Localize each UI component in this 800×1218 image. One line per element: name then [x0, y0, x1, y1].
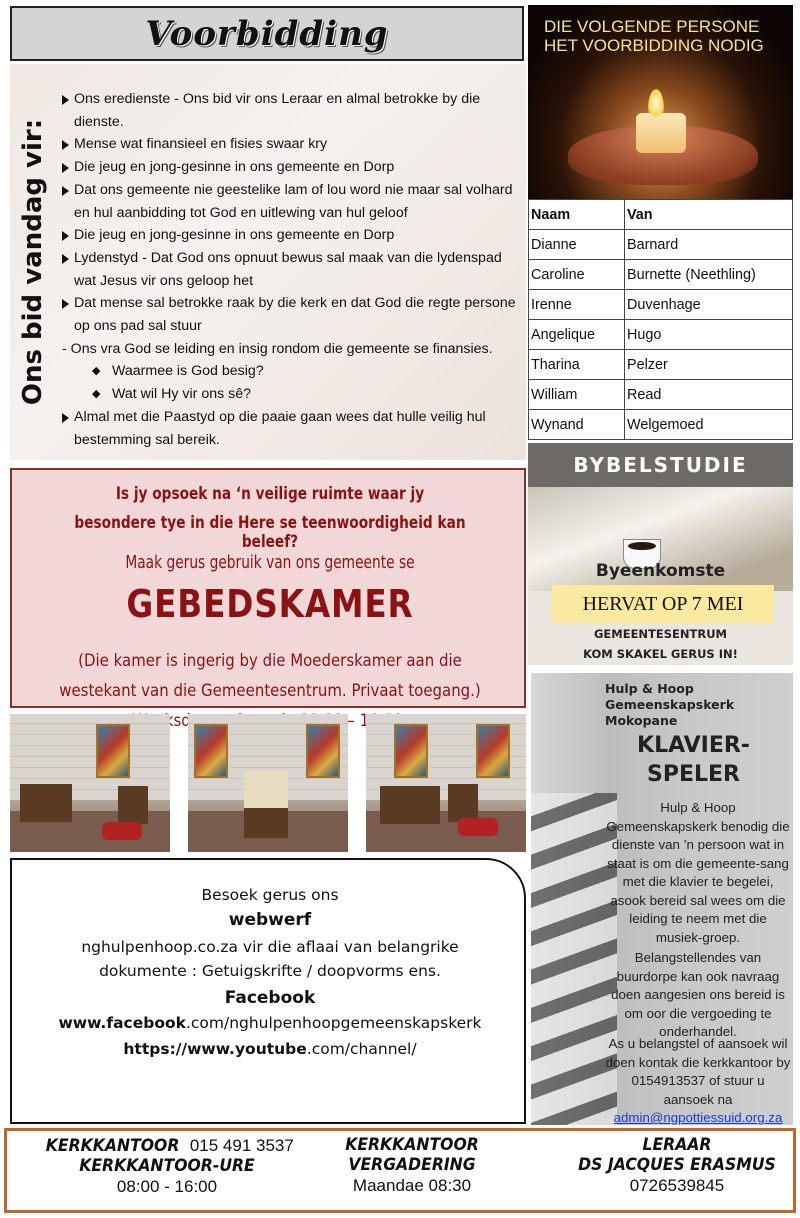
office-hours: 08:00 - 16:00 [116, 1177, 218, 1196]
bible-study-resume: HERVAT OP 7 MEI [552, 585, 774, 623]
prayer-item: Die jeug en jong-gesinne in ons gemeente en Dorp [62, 224, 522, 247]
name-cell: Caroline [529, 260, 625, 290]
footer-minister [567, 1135, 787, 1196]
pianist-ad-org: Hulp & Hoop Gemeenskapskerk Mokopane [605, 681, 735, 728]
prayer-room-invite: Maak gerus gebruik van ons gemeente se [125, 552, 415, 573]
surname-cell: Duvenhage [625, 290, 793, 320]
table-row [529, 410, 793, 440]
office-phone: 015 491 3537 [189, 1136, 294, 1155]
table-header-row [529, 200, 793, 230]
prayer-finance-line: - Ons vra God se leiding en insig rondom die gemeente se finansies. [62, 340, 493, 357]
prayer-question: ◆ Wat wil Hy vir ons sê? [62, 383, 522, 406]
candle-heading: DIE VOLGENDE PERSONE HET VOORBIDDING NODIG [544, 17, 764, 55]
candle-image [528, 5, 793, 199]
room-photo-3 [366, 714, 526, 852]
prayer-room-title: GEBEDSKAMER [126, 582, 414, 626]
prayer-item: Dat ons gemeente nie geestelike lam of lou word nie maar sal volhard en hul aanbidding tot God en uitlewing van hul geloof [62, 179, 522, 224]
pianist-ad-contact: As u belangstel of aansoek wil doen kontak die kerkkantoor by 0154913537 of stuur u aansoek na [605, 1036, 791, 1107]
candle-icon [636, 113, 686, 153]
pianist-ad-paragraph-3 [605, 1035, 791, 1125]
prayer-item: Ons eredienste - Ons bid vir ons Leraar en almal betrokke by die dienste. [62, 88, 522, 133]
prayer-item: Mense wat finansieel en fisies swaar kry [62, 133, 522, 156]
prayer-list [62, 88, 522, 451]
office-label: KERKKANTOOR [45, 1136, 180, 1156]
table-row [529, 230, 793, 260]
youtube-link-bold: https://www.youtube [123, 1040, 307, 1058]
prayer-item: Die jeug en jong-gesinne in ons gemeente en Dorp [62, 156, 522, 179]
facebook-link-rest: .com/nghulpenhoopgemeenskapskerk [185, 1014, 482, 1032]
bible-study-invite: KOM SKAKEL GERUS IN! [583, 647, 738, 661]
pianist-ad-paragraph-1: Hulp & Hoop Gemeenskapskerk benodig die dienste van ’n persoon wat in staat is om die gemeente-sang met die klavier te begelei, asook bereid sal wees om die leiding te neem met die musiek-groep. [606, 800, 790, 945]
name-cell: William [529, 380, 625, 410]
email-link[interactable]: admin@ngpottiessuid.org.za [613, 1110, 783, 1125]
website-intro: Besoek gerus ons [201, 886, 339, 904]
surname-cell: Read [625, 380, 793, 410]
website-heading: webwerf [228, 910, 312, 930]
pianist-ad-title [601, 731, 786, 789]
bible-study-location: GEMEENTESENTRUM [593, 627, 728, 641]
youtube-link-rest: .com/channel/ [306, 1040, 417, 1058]
prayer-room-panel [10, 468, 526, 731]
table-row [529, 380, 793, 410]
pianist-ad-paragraph-2: Belangstellendes van buurdorpe kan ook navraag doen aangesien ons bereid is om oor die vergoeding te onderhandel. [611, 950, 785, 1039]
prayer-question: ◆ Waarmee is God besig? [62, 360, 522, 383]
footer [4, 1128, 796, 1213]
bible-study-title: BYBELSTUDIE [573, 453, 748, 477]
bible-study-panel [528, 443, 793, 665]
minister-name: DS JACQUES ERASMUS [578, 1155, 776, 1175]
name-cell: Tharina [529, 350, 625, 380]
footer-meeting [327, 1135, 497, 1196]
footer-office [27, 1135, 307, 1197]
website-info-box [10, 858, 526, 1124]
table-row [529, 350, 793, 380]
room-photo-1 [10, 714, 170, 852]
surname-cell: Pelzer [625, 350, 793, 380]
name-cell: Dianne [529, 230, 625, 260]
facebook-link-bold: www.facebook [58, 1014, 186, 1032]
table-row [529, 260, 793, 290]
page-title-box [10, 6, 524, 61]
room-photo-2 [188, 714, 348, 852]
flame-icon [648, 89, 664, 117]
meeting-time: Maandae 08:30 [352, 1176, 472, 1195]
col-header-surname: Van [625, 200, 793, 230]
prayer-panel [10, 64, 526, 460]
prayer-room-note: (Die kamer is ingerig by die Moederskamer aan die westekant van die Gemeentesentrum. Privaat toegang.) Weeksdae – [59, 651, 481, 731]
table-row [529, 290, 793, 320]
surname-cell: Burnette (Neethling) [625, 260, 793, 290]
prayer-item: Dat mense sal betrokke raak by die kerk en dat God die regte persone op ons pad sal stuur [62, 292, 522, 337]
name-cell: Irenne [529, 290, 625, 320]
prayer-side-label: Ons bid vandag vir: [18, 118, 48, 406]
pianist-ad-title-line2: SPELER [647, 762, 740, 787]
prayer-item: Lydenstyd - Dat God ons opnuut bewus sal maak van die lydenspad wat Jesus vir ons geloop het [62, 247, 522, 292]
meeting-label-1: KERKKANTOOR [345, 1135, 479, 1155]
col-header-name: Naam [529, 200, 625, 230]
prayer-room-question-1: Is jy opsoek na ‘n veilige ruimte waar jy [115, 484, 425, 503]
meeting-label-2: VERGADERING [348, 1155, 476, 1175]
website-link[interactable]: nghulpenhoop.co.za vir die aflaai van belangrike [81, 938, 459, 956]
table-row [529, 320, 793, 350]
page-title: Voorbidding [145, 13, 389, 54]
website-docs-line: dokumente : Getuigskrifte / doopvorms ens. [99, 962, 441, 980]
facebook-heading: Facebook [224, 988, 316, 1008]
surname-cell: Barnard [625, 230, 793, 260]
bible-study-meetings: Byeenkomste [595, 561, 726, 581]
facebook-link[interactable] [12, 1014, 528, 1032]
surname-cell: Welgemoed [625, 410, 793, 440]
pianist-ad [531, 673, 793, 1125]
prayer-room-question-2: besondere tye in die Here se teenwoordigheid kan beleef? [74, 513, 466, 551]
minister-label: LERAAR [642, 1135, 712, 1155]
name-cell: Wynand [529, 410, 625, 440]
youtube-link[interactable] [12, 1040, 528, 1058]
surname-cell: Hugo [625, 320, 793, 350]
pianist-ad-title-line1: KLAVIER- [637, 733, 750, 758]
names-table [528, 199, 793, 440]
prayer-item-last: Almal met die Paastyd op die paaie gaan wees dat hulle veilig hul bestemming sal bereik. [62, 406, 522, 451]
name-cell: Angelique [529, 320, 625, 350]
office-hours-label: KERKKANTOOR-URE [79, 1156, 255, 1176]
minister-phone: 0726539845 [629, 1176, 725, 1195]
prayer-side-label-box [10, 64, 56, 460]
